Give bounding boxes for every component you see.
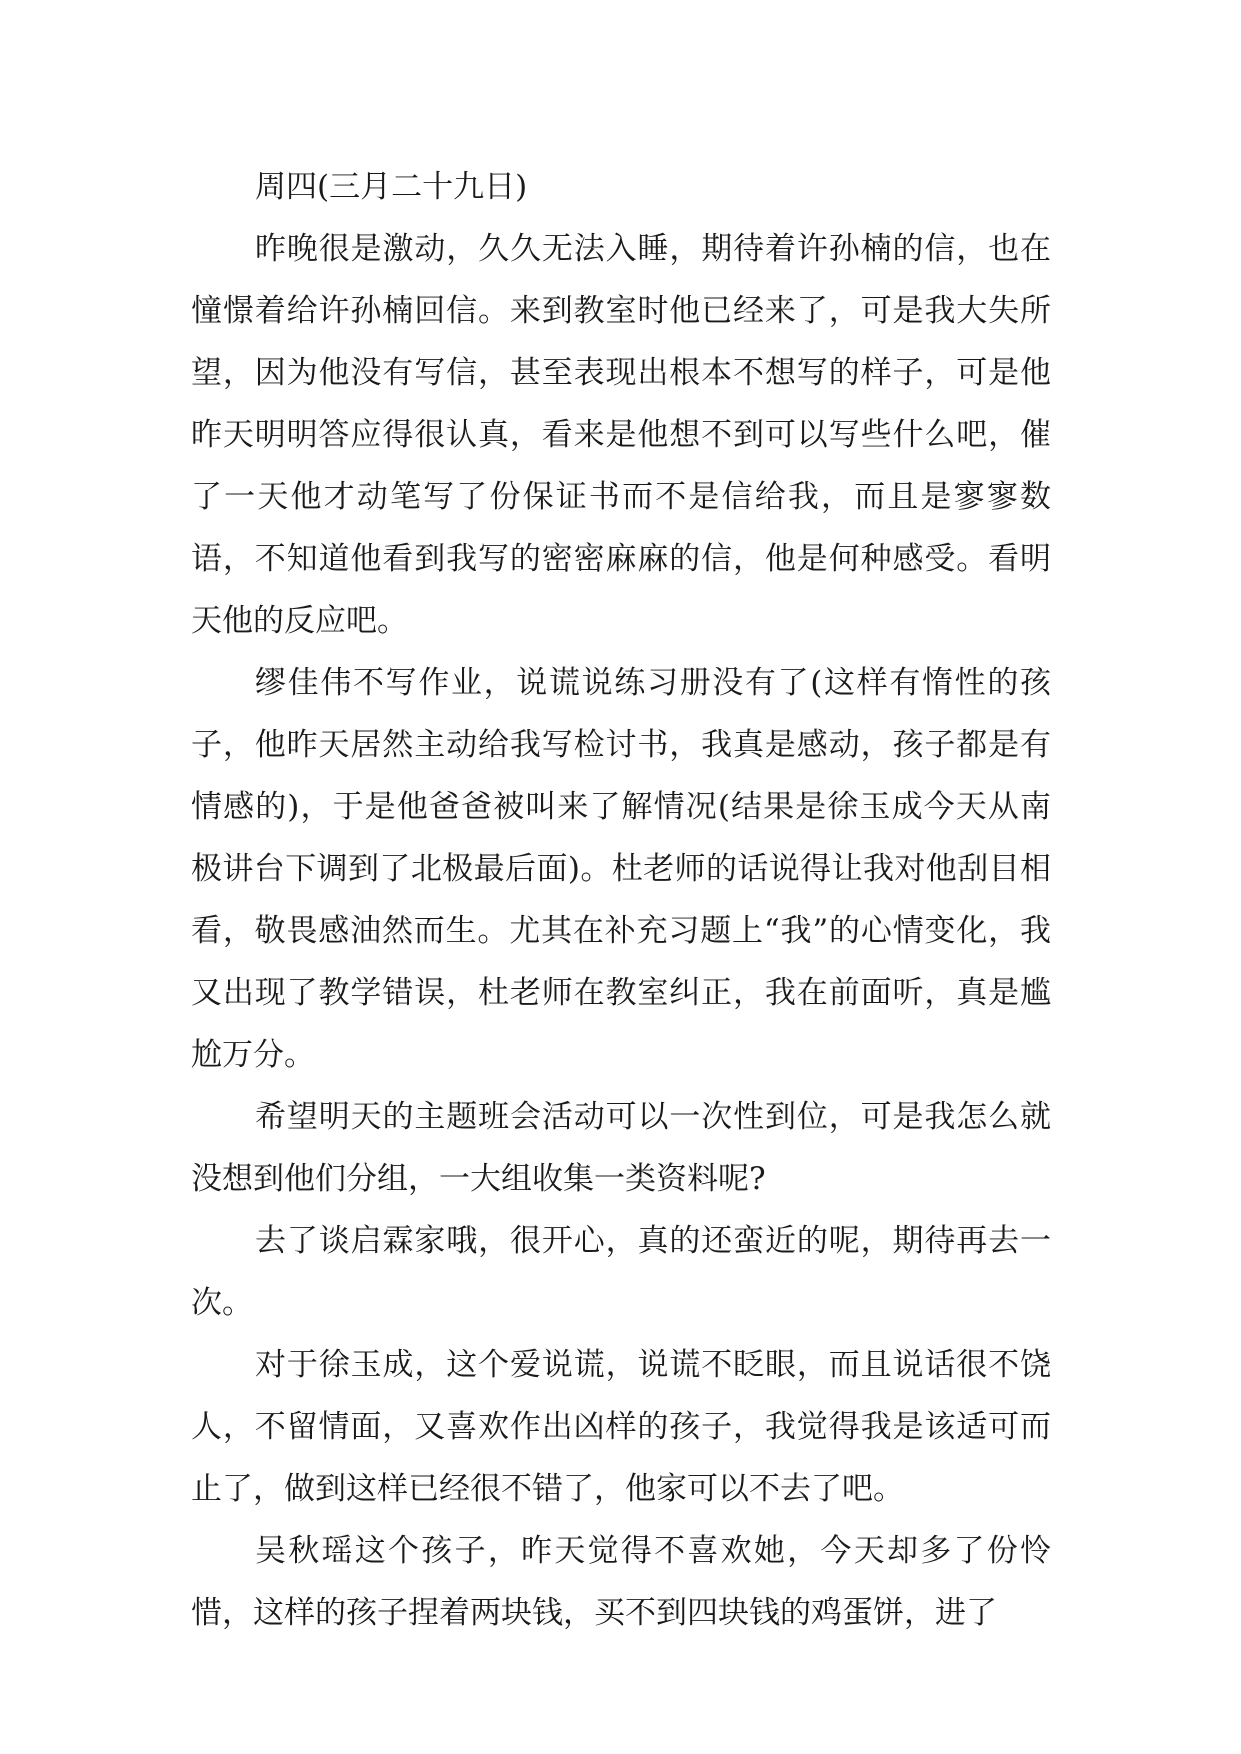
document-body bbox=[191, 156, 1051, 1644]
paragraph: 吴秋瑶这个孩子，昨天觉得不喜欢她，今天却多了份怜惜，这样的孩子捏着两块钱，买不到四块钱的鸡蛋饼，进了 bbox=[191, 1533, 1051, 1631]
paragraph: 缪佳伟不写作业，说谎说练习册没有了(这样有惰性的孩子，他昨天居然主动给我写检讨书，我真是感动，孩子都是有情感的)，于是他爸爸被叫来了解情况(结果是徐玉成今天从南极讲台下调到了北极最后面)。杜老师的话说得让我对他刮目相看，敬畏感油然而生。尤其在补充习题上“我”的心情变化，我又出现了教学错误，杜老师在教室纠正，我在前面听，真是尴尬万分。 bbox=[191, 665, 1051, 1073]
paragraph: 昨晚很是激动，久久无法入睡，期待着许孙楠的信，也在憧憬着给许孙楠回信。来到教室时他已经来了，可是我大失所望，因为他没有写信，甚至表现出根本不想写的样子，可是他昨天明明答应得很认真，看来是他想不到可以写些什么吧，催了一天他才动笔写了份保证书而不是信给我，而且是寥寥数语，不知道他看到我写的密密麻麻的信，他是何种感受。看明天他的反应吧。 bbox=[191, 231, 1051, 639]
diary-date-heading: 周四(三月二十九日) bbox=[255, 169, 528, 205]
paragraph: 希望明天的主题班会活动可以一次性到位，可是我怎么就没想到他们分组，一大组收集一类资料呢? bbox=[191, 1099, 1051, 1197]
paragraph: 对于徐玉成，这个爱说谎，说谎不眨眼，而且说话很不饶人，不留情面，又喜欢作出凶样的孩子，我觉得我是该适可而止了，做到这样已经很不错了，他家可以不去了吧。 bbox=[191, 1347, 1051, 1507]
paragraph: 去了谈启霖家哦，很开心，真的还蛮近的呢，期待再去一次。 bbox=[191, 1223, 1051, 1321]
